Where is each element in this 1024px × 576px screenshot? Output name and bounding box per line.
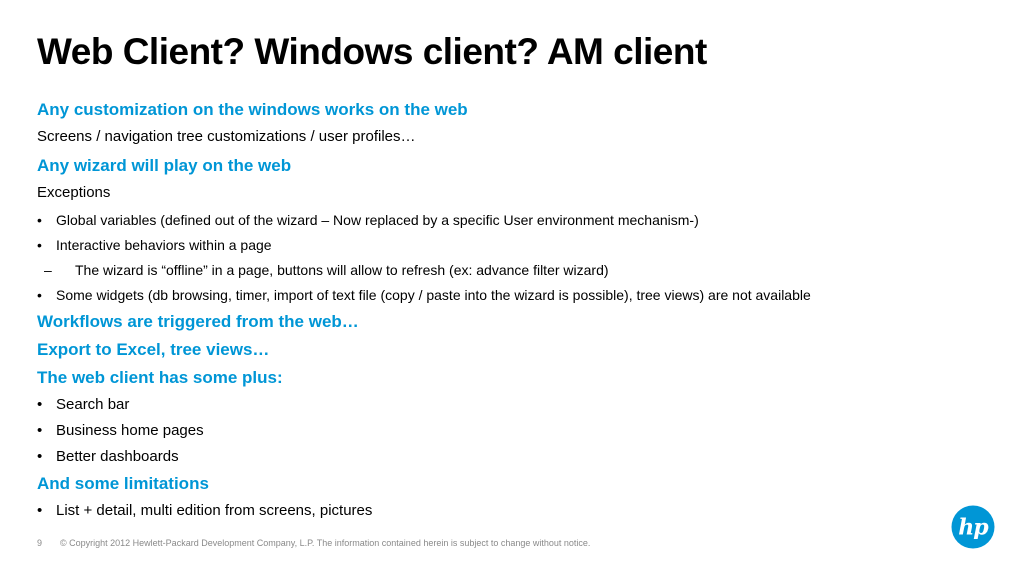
sub-bullet-offline-wizard	[44, 258, 997, 283]
bullet-text: The wizard is “offline” in a page, buttons will allow to refresh (ex: advance filter wizard)	[75, 262, 609, 278]
heading-export: Export to Excel, tree views…	[37, 340, 270, 359]
heading-limitations: And some limitations	[37, 474, 209, 493]
bullet-mark: •	[37, 448, 43, 465]
bullet-mark: •	[37, 502, 43, 519]
bullet-text: List + detail, multi edition from screens, pictures	[56, 502, 373, 519]
text-screens: Screens / navigation tree customizations / user profiles…	[37, 128, 416, 145]
heading-customization: Any customization on the windows works on the web	[37, 100, 468, 119]
bullet-text: Business home pages	[56, 422, 204, 439]
slide-footer	[37, 538, 590, 548]
page-number: 9	[37, 538, 43, 548]
copyright-notice: © Copyright 2012 Hewlett-Packard Development Company, L.P. The information contained herein is subject to change without notice.	[60, 538, 591, 548]
hp-logo-text: hp	[958, 514, 988, 541]
heading-workflows: Workflows are triggered from the web…	[37, 312, 359, 331]
bullet-text: Search bar	[56, 396, 130, 413]
text-exceptions: Exceptions	[37, 184, 111, 201]
bullet-better-dashboards	[37, 444, 997, 470]
bullet-text: Better dashboards	[56, 448, 179, 465]
bullet-mark: •	[37, 287, 42, 303]
bullet-list-detail	[37, 498, 997, 524]
heading-wizard: Any wizard will play on the web	[37, 156, 292, 175]
hp-logo-icon	[951, 505, 995, 549]
bullet-search-bar	[37, 392, 997, 418]
bullet-mark: •	[37, 396, 43, 413]
bullet-business-home-pages	[37, 418, 997, 444]
slide-body	[37, 96, 997, 524]
bullet-text: Global variables (defined out of the wizard – Now replaced by a specific User environment mechanism-)	[56, 212, 699, 228]
bullet-mark: •	[37, 422, 43, 439]
bullet-text: Interactive behaviors within a page	[56, 237, 272, 253]
bullet-global-variables	[37, 208, 997, 233]
bullet-text: Some widgets (db browsing, timer, import of text file (copy / paste into the wizard is possible), tree views) are not available	[56, 287, 811, 303]
bullet-mark: •	[37, 212, 42, 228]
bullet-mark: •	[37, 237, 42, 253]
bullet-widgets	[37, 283, 997, 308]
sub-bullet-mark: –	[44, 262, 52, 278]
heading-web-client-plus: The web client has some plus:	[37, 368, 283, 387]
bullet-interactive-behaviors	[37, 233, 997, 258]
slide-title: Web Client? Windows client? AM client	[37, 31, 707, 72]
